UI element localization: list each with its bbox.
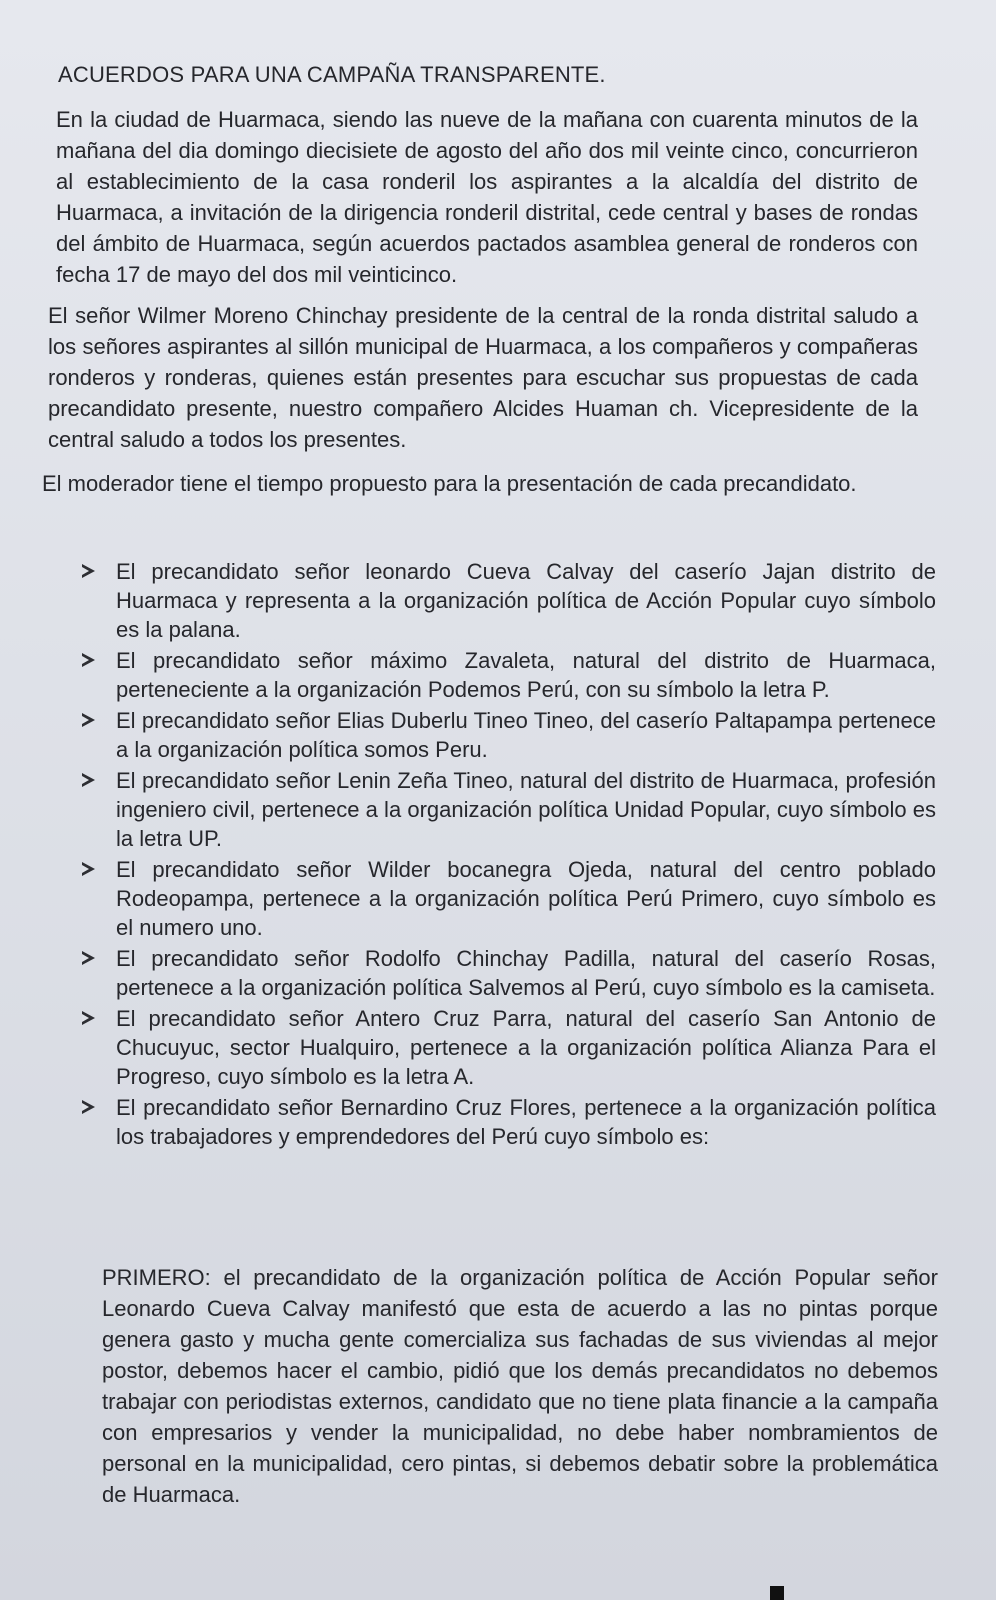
candidate-list — [78, 557, 936, 1153]
primero-paragraph: PRIMERO: el precandidato de la organización política de Acción Popular señor Leonardo Cueva Calvay manifestó que esta de acuerdo a las no pintas porque genera gasto y mucha gente comercializa sus fachadas de sus viviendas al mejor postor, debemos hacer el cambio, pidió que los demás precandidatos no debemos trabajar con periodistas externos, candidato que no tiene plata financie a la campaña con empresarios y vender la municipalidad, no debe haber nombramientos de personal en la municipalidad, cero pintas, si debemos debatir sobre la problemática de Huarmaca. — [102, 1265, 938, 1507]
list-item: El precandidato señor Lenin Zeña Tineo, natural del distrito de Huarmaca, profesión ingeniero civil, pertenece a la organización política Unidad Popular, cuyo símbolo es la letra UP. — [78, 766, 936, 853]
arrow-bullet-icon — [82, 1100, 95, 1114]
scan-mark — [770, 1586, 784, 1600]
arrow-bullet-icon — [82, 1011, 95, 1025]
list-item: El precandidato señor leonardo Cueva Calvay del caserío Jajan distrito de Huarmaca y representa a la organización política de Acción Popular cuyo símbolo es la palana. — [78, 557, 936, 644]
list-item: El precandidato señor Elias Duberlu Tineo Tineo, del caserío Paltapampa pertenece a la organización política somos Peru. — [78, 706, 936, 764]
moderator-paragraph: El moderador tiene el tiempo propuesto para la presentación de cada precandidato. — [42, 471, 857, 496]
list-item: El precandidato señor Wilder bocanegra Ojeda, natural del centro poblado Rodeopampa, pertenece a la organización política Perú Primero, cuyo símbolo es el numero uno. — [78, 855, 936, 942]
arrow-bullet-icon — [82, 951, 95, 965]
intro-paragraph: En la ciudad de Huarmaca, siendo las nueve de la mañana con cuarenta minutos de la mañana del dia domingo diecisiete de agosto del año dos mil veinte cinco, concurrieron al establecimiento de la casa ronderil los aspirantes a la alcaldía del distrito de Huarmaca, a invitación de la dirigencia ronderil distrital, cede central y bases de rondas del ámbito de Huarmaca, según acuerdos pactados asamblea general de ronderos con fecha 17 de mayo del dos mil veinticinco. — [56, 107, 918, 287]
list-item: El precandidato señor Antero Cruz Parra, natural del caserío San Antonio de Chucuyuc, sector Hualquiro, pertenece a la organización política Alianza Para el Progreso, cuyo símbolo es la letra A. — [78, 1004, 936, 1091]
arrow-bullet-icon — [82, 713, 95, 727]
list-item: El precandidato señor Rodolfo Chinchay Padilla, natural del caserío Rosas, pertenece a la organización política Salvemos al Perú, cuyo símbolo es la camiseta. — [78, 944, 936, 1002]
greeting-paragraph: El señor Wilmer Moreno Chinchay presidente de la central de la ronda distrital saludo a los señores aspirantes al sillón municipal de Huarmaca, a los compañeros y compañeras ronderos y ronderas, quienes están presentes para escuchar sus propuestas de cada precandidato presente, nuestro compañero Alcides Huaman ch. Vicepresidente de la central saludo a todos los presentes. — [48, 303, 918, 452]
list-item: El precandidato señor Bernardino Cruz Flores, pertenece a la organización política los trabajadores y emprendedores del Perú cuyo símbolo es: — [78, 1093, 936, 1151]
arrow-bullet-icon — [82, 564, 95, 578]
list-item: El precandidato señor máximo Zavaleta, natural del distrito de Huarmaca, perteneciente a la organización Podemos Perú, con su símbolo la letra P. — [78, 646, 936, 704]
arrow-bullet-icon — [82, 773, 95, 787]
document-title: ACUERDOS PARA UNA CAMPAÑA TRANSPARENTE. — [58, 62, 606, 87]
arrow-bullet-icon — [82, 862, 95, 876]
arrow-bullet-icon — [82, 653, 95, 667]
